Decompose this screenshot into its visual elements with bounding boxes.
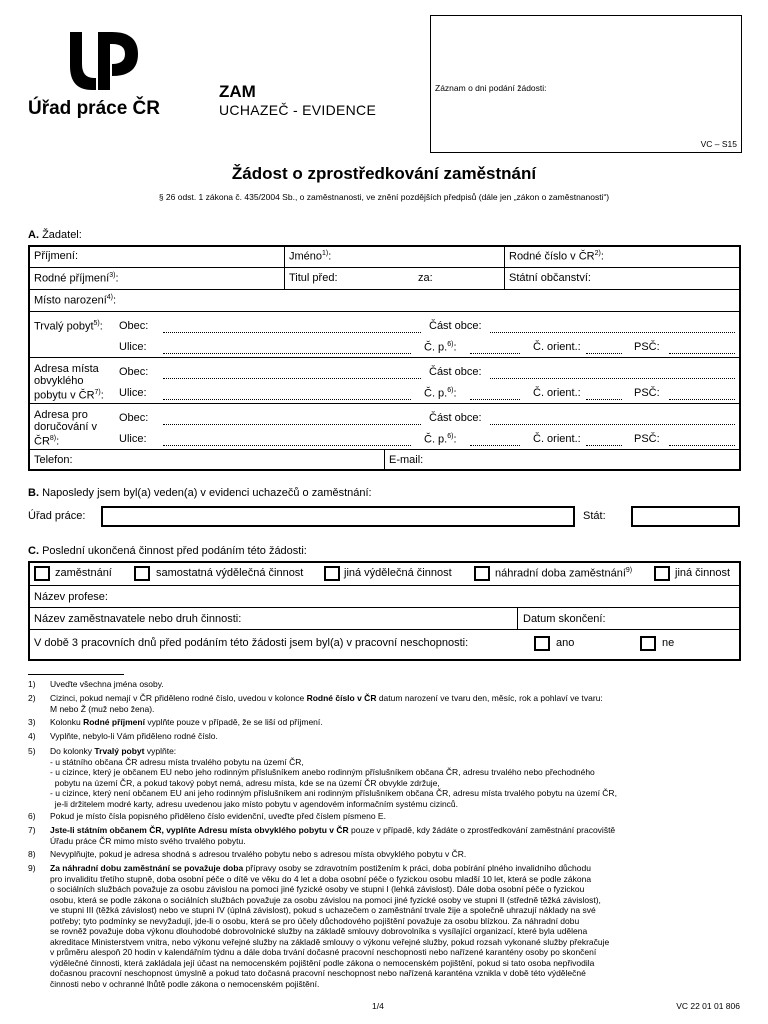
other-gainful-label: jiná výdělečná činnost: [344, 567, 452, 579]
employer-label: Název zaměstnavatele nebo druh činnosti:: [34, 613, 242, 625]
self-employment-label: samostatná výdělečná činnost: [156, 567, 304, 579]
house-number-label: Č. p.$^{6)}$:: [424, 341, 457, 354]
phone-label: Telefon:: [34, 454, 73, 466]
delivery-street-label: Ulice:: [119, 433, 147, 445]
legal-reference: § 26 odst. 1 zákona č. 435/2004 Sb., o zaměstnanosti, ve znění pozdějších předpisů (dále jen „zákon o zaměstnanosti“): [158, 192, 610, 202]
footnote-text: Vyplňte, nebylo-li Vám přiděleno rodné číslo.: [50, 731, 218, 741]
habitual-address-label: Adresa místa obvyklého pobytu v ČR$^{7)}$:: [34, 363, 104, 402]
other-activity-checkbox[interactable]: [654, 566, 670, 581]
delivery-house-number-label: Č. p.$^{6)}$:: [424, 433, 457, 446]
form-subtitle: UCHAZEČ - EVIDENCE: [219, 102, 377, 118]
title-before-label: Titul před:: [289, 272, 338, 284]
birth-surname-label: Rodné příjmení$^{3)}$:: [34, 272, 119, 285]
footnote-text: Nevyplňujte, pokud je adresa shodná s adresou trvalého pobytu nebo s adresou místa obvyklého pobytu v ČR.: [50, 849, 467, 859]
footnote-number: 9): [28, 863, 36, 873]
footnote-text: Kolonku Rodné příjmení vyplňte pouze v případě, že se liší od příjmení.: [50, 717, 323, 727]
footnote-number: 1): [28, 679, 36, 689]
footnote-number: 2): [28, 693, 36, 703]
footnote-number: 3): [28, 717, 36, 727]
incapacity-yes-checkbox[interactable]: [534, 636, 550, 651]
birth-number-label: Rodné číslo v ČR$^{2)}$:: [509, 250, 604, 263]
street-label: Ulice:: [119, 341, 147, 353]
first-name-label: Jméno$^{1)}$:: [289, 250, 332, 263]
incapacity-question: V době 3 pracovních dnů před podáním této žádosti jsem byl(a) v pracovní neschopnosti:: [34, 637, 469, 649]
page-number: 1/4: [372, 1001, 384, 1011]
footnote-number: 4): [28, 731, 36, 741]
delivery-city-part-label: Část obce:: [429, 412, 482, 424]
birthplace-label: Místo narození$^{4)}$:: [34, 294, 117, 307]
substitute-period-checkbox[interactable]: [474, 566, 490, 581]
section-b-heading: B. Naposledy jsem byl(a) veden(a) v evidenci uchazečů o zaměstnání:: [28, 487, 372, 499]
surname-label: Příjmení:: [34, 250, 79, 262]
section-a-heading: A. Žadatel:: [28, 229, 82, 241]
profession-label: Název profese:: [34, 591, 108, 603]
other-gainful-checkbox[interactable]: [324, 566, 340, 581]
email-label: E-mail:: [389, 454, 424, 466]
agency-name: Úřad práce ČR: [28, 98, 160, 119]
form-number: VC 22 01 01 806: [676, 1001, 740, 1011]
substitute-period-label: náhradní doba zaměstnání$^{9)}$: [495, 567, 633, 580]
habitual-zip-label: PSČ:: [634, 387, 660, 399]
footnote-number: 7): [28, 825, 36, 835]
form-code: ZAM: [219, 82, 256, 101]
delivery-address-label: Adresa pro doručování v ČR$^{8)}$:: [34, 409, 97, 448]
employment-checkbox[interactable]: [34, 566, 50, 581]
delivery-zip-label: PSČ:: [634, 433, 660, 445]
habitual-city-label: Obec:: [119, 366, 149, 378]
permanent-address-label: Trvalý pobyt$^{5)}$:: [34, 320, 103, 333]
habitual-street-label: Ulice:: [119, 387, 147, 399]
footnote-text: Jste-li státním občanem ČR, vyplňte Adresu místa obvyklého pobytu v ČR pouze v případě, kdy žádáte o zprostředkování zaměstnání pracoviště Úřadu práce ČR mimo místo svého trvalého pobytu.: [50, 825, 616, 846]
footnote-number: 8): [28, 849, 36, 859]
delivery-city-label: Obec:: [119, 412, 149, 424]
city-part-label: Část obce:: [429, 320, 482, 332]
habitual-house-number-label: Č. p.$^{6)}$:: [424, 387, 457, 400]
habitual-city-part-label: Část obce:: [429, 366, 482, 378]
submission-record-box: [430, 15, 742, 153]
footnote-number: 5): [28, 746, 36, 756]
incapacity-no-checkbox[interactable]: [640, 636, 656, 651]
other-activity-label: jiná činnost: [675, 567, 731, 579]
state-label: Stát:: [583, 510, 606, 522]
zip-label: PSČ:: [634, 341, 660, 353]
footnote-text: Uveďte všechna jména osoby.: [50, 679, 164, 689]
footnote-text: Za náhradní dobu zaměstnání se považuje doba přípravy osoby se zdravotním postižením k práci, doba pobírání plného invalidního důchodu pro invaliditu třetího stupně, doba osobní péče o dítě ve věku do 4 let a doba osobní péče o fyzickou osobu mladší 10 let, která se podle zákona o sociálních službách považuje za osobu závislou na pomoci jiné fyzické osoby ve stupni I (lehká závislost). Dále doba osobní péče o fyzickou osobu, která se podle zákona o sociálních službách považuje za osobu závislou na pomoci jiné fyzické osoby ve stupni II (středně těžká závislost), ve stupni III (těžká závislost) nebo ve stupni IV (úplná závislost), pokud s uchazečem o zaměstnání trvale žije a společně uhrazují náklady na své potřeby; tyto podmínky se nevyžadují, jde-li o osobu, která se pro účely důchodového pojištění považuje za osobu blízkou. Za náhradní dobu se rovněž považuje doba výkonu dlouhodobé dobrovolnické služby na základě smlouvy dobrovolníka s vysílající organizací, které byla udělena akreditace Ministerstvem vnitra, nebo výkonu veřejné služby na základě smlouvy o výkonu veřejné služby, pokud rozsah vykonané služby překračuje v průměru alespoň 20 hodin v kalendářním týdnu a dále doba trvání dočasné pracovní neschopnosti nebo nařízené karantény osoby po skončení výdělečné činnosti, která zakládala její účast na nemocenském pojištění podle zákona o nemocenském pojištění, pokud si tato osoba nepřivodila dočasnou pracovní neschopnost úmyslně a pokud tato dočasná pracovní neschopnost nebo nařízená karanténa vznikla v době této výdělečné činnosti nebo v ochranné lhůtě podle zákona o nemocenském pojištění.: [50, 863, 610, 989]
page-title: Žádost o zprostředkování zaměstnání: [231, 164, 537, 183]
footnote-separator: [28, 674, 124, 675]
section-c-heading: C. Poslední ukončená činnost před podáním této žádosti:: [28, 545, 307, 557]
self-employment-checkbox[interactable]: [134, 566, 150, 581]
employment-label: zaměstnání: [55, 567, 112, 579]
footnote-text: Do kolonky Trvalý pobyt vyplňte: - u státního občana ČR adresu místa trvalého pobytu na území ČR, - u cizince, který je občanem EU nebo jeho rodinným příslušníkem anebo rodinným příslušníkem občana ČR, adresu trvalého nebo přechodného pobytu na území ČR, a pokud takový pobyt nemá, adresu místa, kde se na území ČR obvykle zdržuje, - u cizince, který není občanem EU ani jeho rodinným příslušníkem ani rodinným příslušníkem občana ČR, adresu místa trvalého pobytu na území ČR, je-li držitelem modré karty, adresu uvedenou jako místo pobytu v agendovém informačním systému cizinců.: [50, 746, 617, 809]
submission-record-label: Záznam o dni podání žádosti:: [435, 83, 547, 93]
labour-office-label: Úřad práce:: [28, 510, 86, 522]
orientation-number-label: Č. orient.:: [533, 341, 581, 353]
title-after-label: za:: [418, 272, 433, 284]
incapacity-yes-label: ano: [556, 637, 575, 649]
form-version-code: VC – S15: [700, 139, 737, 149]
urad-prace-logo: [68, 28, 140, 92]
footnote-text: Pokud je místo čísla popisného přiděleno číslo evidenční, uveďte před číslem písmeno E.: [50, 811, 386, 821]
city-label: Obec:: [119, 320, 149, 332]
delivery-orientation-number-label: Č. orient.:: [533, 433, 581, 445]
labour-office-input[interactable]: [101, 506, 575, 527]
incapacity-no-label: ne: [662, 637, 675, 649]
end-date-label: Datum skončení:: [523, 613, 606, 625]
state-input[interactable]: [631, 506, 740, 527]
citizenship-label: Státní občanství:: [509, 272, 591, 284]
footnote-text: Cizinci, pokud nemají v ČR přiděleno rodné číslo, uvedou v kolonce Rodné číslo v ČR datum narození ve tvaru den, měsíc, rok a pohlaví ve tvaru: M nebo Ž (muž nebo žena).: [50, 693, 603, 714]
habitual-orientation-number-label: Č. orient.:: [533, 387, 581, 399]
footnote-number: 6): [28, 811, 36, 821]
